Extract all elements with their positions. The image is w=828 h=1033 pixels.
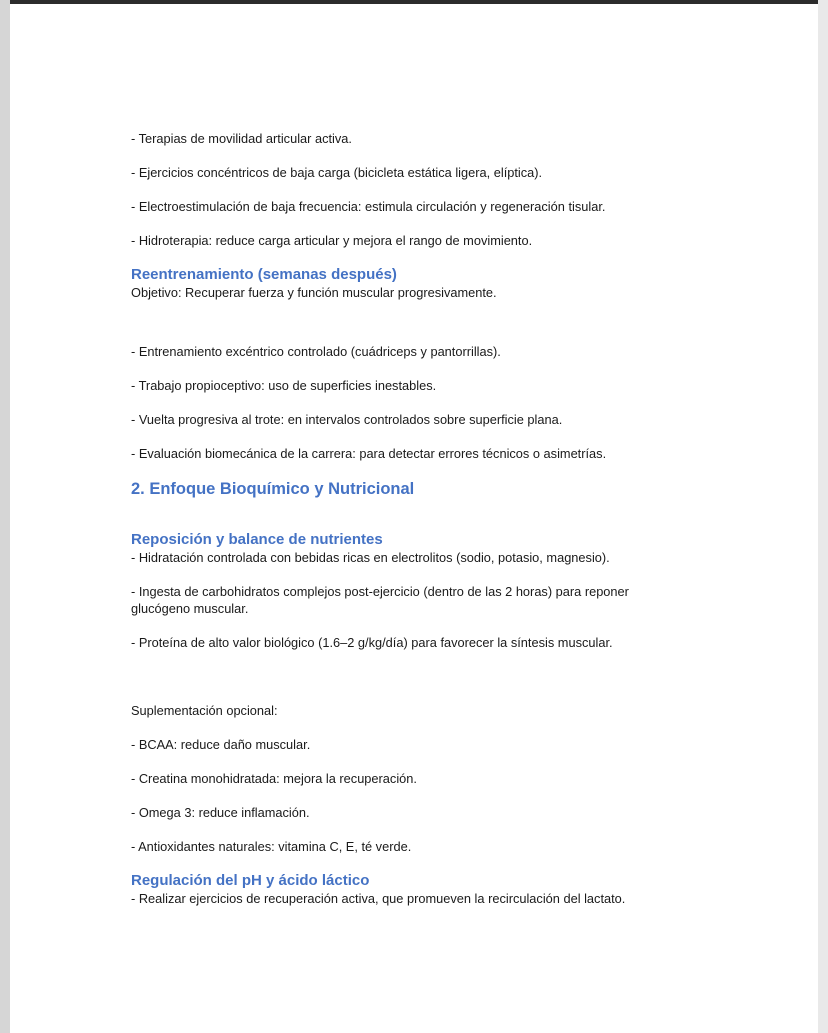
list-item: - BCAA: reduce daño muscular. xyxy=(131,737,311,752)
list-item: - Electroestimulación de baja frecuencia: estimula circulación y regeneración tisular. xyxy=(131,199,606,214)
list-item: - Ingesta de carbohidratos complejos post-ejercicio (dentro de las 2 horas) para reponer glucógeno muscular. xyxy=(131,584,629,616)
list-item: - Ejercicios concéntricos de baja carga (bicicleta estática ligera, elíptica). xyxy=(131,165,543,180)
list-item: - Evaluación biomecánica de la carrera: para detectar errores técnicos o asimetrías. xyxy=(131,446,607,461)
list-item: - Trabajo propioceptivo: uso de superficies inestables. xyxy=(131,378,437,393)
right-margin-bar xyxy=(818,0,828,1033)
list-item: - Omega 3: reduce inflamación. xyxy=(131,805,310,820)
list-item: - Hidroterapia: reduce carga articular y mejora el rango de movimiento. xyxy=(131,233,533,248)
list-item: - Vuelta progresiva al trote: en intervalos controlados sobre superficie plana. xyxy=(131,412,563,427)
list-item: - Realizar ejercicios de recuperación activa, que promueven la recirculación del lactato. xyxy=(131,891,626,906)
document-content xyxy=(131,124,691,907)
objective-text: Objetivo: Recuperar fuerza y función muscular progresivamente. xyxy=(131,285,497,300)
list-item: - Antioxidantes naturales: vitamina C, E, té verde. xyxy=(131,839,412,854)
list-item: - Entrenamiento excéntrico controlado (cuádriceps y pantorrillas). xyxy=(131,344,501,359)
heading-reentrenamiento: Reentrenamiento (semanas después) xyxy=(131,266,397,283)
heading-regulacion: Regulación del pH y ácido láctico xyxy=(131,872,370,889)
left-margin-bar xyxy=(0,0,10,1033)
list-item: - Hidratación controlada con bebidas ricas en electrolitos (sodio, potasio, magnesio). xyxy=(131,550,610,565)
list-item: - Proteína de alto valor biológico (1.6–2 g/kg/día) para favorecer la síntesis muscular. xyxy=(131,635,613,650)
list-item: - Creatina monohidratada: mejora la recuperación. xyxy=(131,771,417,786)
document-page xyxy=(10,4,818,1033)
list-item: - Terapias de movilidad articular activa. xyxy=(131,131,352,146)
section-heading: 2. Enfoque Bioquímico y Nutricional xyxy=(131,480,415,498)
heading-reposicion: Reposición y balance de nutrientes xyxy=(131,531,383,548)
supplement-title: Suplementación opcional: xyxy=(131,703,278,718)
